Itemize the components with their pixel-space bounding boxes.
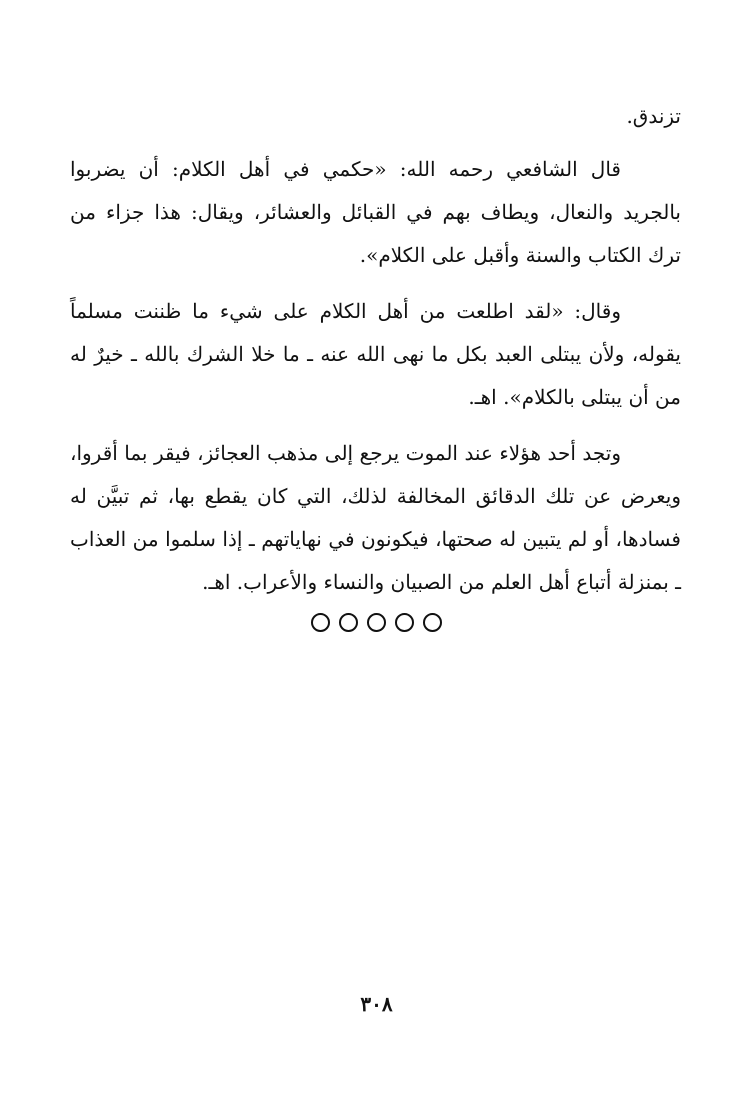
paragraph-opening-word: تزندق.	[626, 104, 681, 128]
circle-icon	[423, 613, 442, 632]
circle-icon	[395, 613, 414, 632]
paragraph-shafii-ruling: قال الشافعي رحمه الله: «حكمي في أهل الكلام: أن يضربوا بالجريد والنعال، ويطاف بهم في القبائل والعشائر، ويقال: هذا جزاء من ترك الكتاب والسنة وأقبل على الكلام».	[70, 157, 681, 267]
paragraph-shafii-saying: وقال: «لقد اطلعت من أهل الكلام على شيء ما ظننت مسلماً يقوله، ولأن يبتلى العبد بكل ما نهى الله عنه ـ ما خلا الشرك بالله ـ خيرٌ له من أن يبتلى بالكلام». اهـ.	[70, 299, 681, 409]
page-body	[70, 95, 681, 617]
circle-icon	[339, 613, 358, 632]
paragraph-return-to-belief: وتجد أحد هؤلاء عند الموت يرجع إلى مذهب العجائز، فيقر بما أقروا، ويعرض عن تلك الدقائق المخالفة لذلك، التي كان يقطع بها، ثم تبيَّن له فسادها، أو لم يتبين له صحتها، فيكونون في نهاياتهم ـ إذا سلموا من العذاب ـ بمنزلة أتباع أهل العلم من الصبيان والنساء والأعراب. اهـ.	[70, 441, 681, 594]
circle-icon	[311, 613, 330, 632]
circle-icon	[367, 613, 386, 632]
page-number: ٣٠٨	[360, 992, 393, 1016]
section-divider	[0, 612, 753, 632]
